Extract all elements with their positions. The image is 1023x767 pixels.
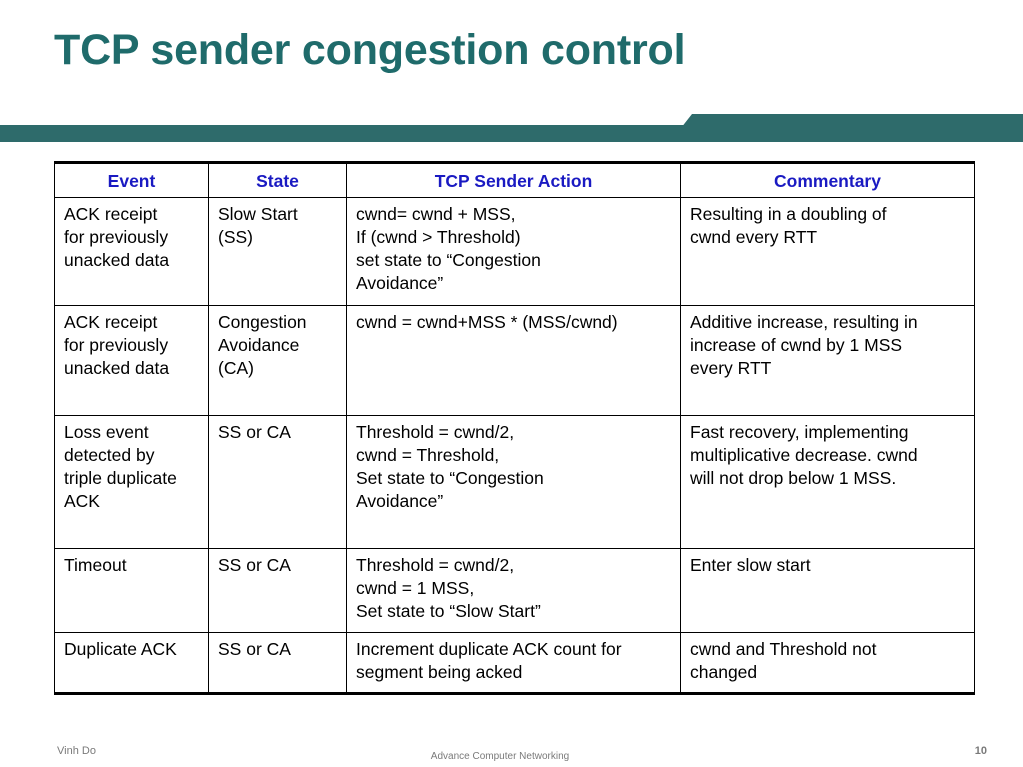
- cell-commentary: Fast recovery, implementing multiplicative decrease. cwnd will not drop below 1 MSS.: [681, 416, 975, 549]
- table-row: [55, 198, 975, 306]
- table-row: [55, 549, 975, 633]
- cell-action: Increment duplicate ACK count for segment being acked: [347, 633, 681, 694]
- table-row: [55, 306, 975, 416]
- cell-action: cwnd = cwnd+MSS * (MSS/cwnd): [347, 306, 681, 416]
- cell-event: Loss event detected by triple duplicate ACK: [55, 416, 209, 549]
- divider-band-thick: [0, 114, 1023, 142]
- cell-commentary: cwnd and Threshold not changed: [681, 633, 975, 694]
- column-header-event: Event: [55, 163, 209, 198]
- column-header-action: TCP Sender Action: [347, 163, 681, 198]
- cell-event: Duplicate ACK: [55, 633, 209, 694]
- page-number: 10: [974, 745, 987, 757]
- cell-state: SS or CA: [209, 633, 347, 694]
- cell-event: ACK receipt for previously unacked data: [55, 306, 209, 416]
- cell-commentary: Enter slow start: [681, 549, 975, 633]
- page-title: TCP sender congestion control: [54, 26, 686, 74]
- footer-author: Vinh Do: [57, 745, 96, 757]
- column-header-commentary: Commentary: [681, 163, 975, 198]
- column-header-state: State: [209, 163, 347, 198]
- cell-commentary: Additive increase, resulting in increase of cwnd by 1 MSS every RTT: [681, 306, 975, 416]
- cell-state: Congestion Avoidance (CA): [209, 306, 347, 416]
- cell-action: Threshold = cwnd/2, cwnd = 1 MSS, Set state to “Slow Start”: [347, 549, 681, 633]
- cell-state: Slow Start (SS): [209, 198, 347, 306]
- congestion-control-table: [54, 161, 975, 695]
- cell-event: ACK receipt for previously unacked data: [55, 198, 209, 306]
- cell-state: SS or CA: [209, 549, 347, 633]
- table-row: [55, 416, 975, 549]
- cell-action: cwnd= cwnd + MSS, If (cwnd > Threshold) set state to “Congestion Avoidance”: [347, 198, 681, 306]
- table-row: [55, 633, 975, 694]
- cell-event: Timeout: [55, 549, 209, 633]
- cell-commentary: Resulting in a doubling of cwnd every RTT: [681, 198, 975, 306]
- title-divider-band: [0, 0, 1023, 150]
- table-header-row: [55, 163, 975, 198]
- cell-action: Threshold = cwnd/2, cwnd = Threshold, Set state to “Congestion Avoidance”: [347, 416, 681, 549]
- footer-course-name: Advance Computer Networking: [430, 751, 570, 762]
- cell-state: SS or CA: [209, 416, 347, 549]
